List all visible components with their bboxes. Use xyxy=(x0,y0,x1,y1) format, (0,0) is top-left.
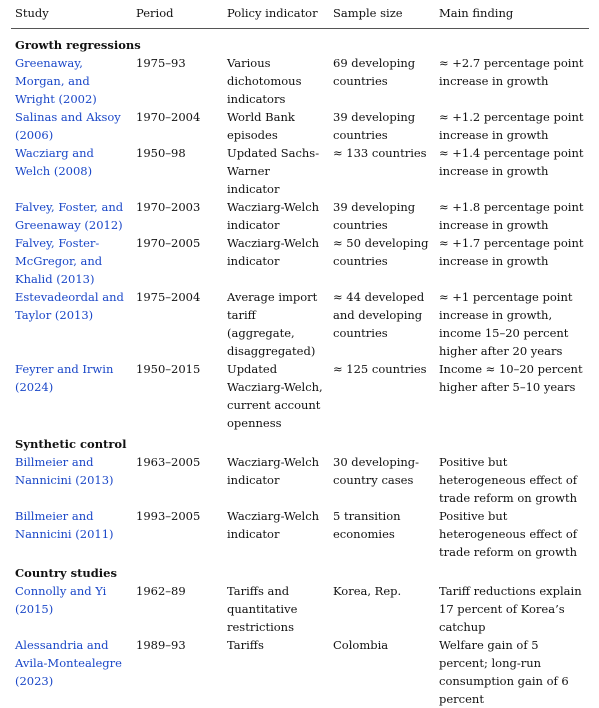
main-finding-cell: Tariff reductions explain 17 percent of Korea’s catchup xyxy=(435,582,589,636)
main-finding-cell: ≈ +1.4 percentage point increase in growth xyxy=(435,144,589,198)
table-row xyxy=(11,360,589,432)
study-cell[interactable]: Falvey, Foster, and Greenaway (2012) xyxy=(11,198,132,234)
main-finding-cell: ≈ +2.7 percentage point increase in growth xyxy=(435,54,589,108)
study-cell[interactable]: Falvey, Foster-McGregor, and Khalid (2013) xyxy=(11,234,132,288)
header-policy-indicator: Policy indicator xyxy=(223,0,329,29)
header-period: Period xyxy=(132,0,223,29)
section-title: Growth regressions xyxy=(11,29,589,55)
main-finding-cell: ≈ +1.8 percentage point increase in growth xyxy=(435,198,589,234)
main-finding-cell: ≈ +1.2 percentage point increase in growth xyxy=(435,108,589,144)
section-title: Synthetic control xyxy=(11,432,589,453)
policy-indicator-cell: Wacziarg-Welch indicator xyxy=(223,234,329,288)
table-row xyxy=(11,54,589,108)
period-cell: 1950–2015 xyxy=(132,360,223,432)
study-cell[interactable]: Estevadeordal and Taylor (2013) xyxy=(11,288,132,360)
table-body xyxy=(11,29,589,708)
study-cell[interactable]: Connolly and Yi (2015) xyxy=(11,582,132,636)
period-cell: 1970–2005 xyxy=(132,234,223,288)
table-row xyxy=(11,507,589,561)
main-finding-cell: ≈ +1.7 percentage point increase in growth xyxy=(435,234,589,288)
policy-indicator-cell: Various dichotomous indicators xyxy=(223,54,329,108)
table-row xyxy=(11,234,589,288)
sample-size-cell: 30 developing-country cases xyxy=(329,453,435,507)
period-cell: 1975–2004 xyxy=(132,288,223,360)
period-cell: 1970–2003 xyxy=(132,198,223,234)
table-row xyxy=(11,453,589,507)
table-row xyxy=(11,288,589,360)
studies-table xyxy=(11,0,589,708)
table-row xyxy=(11,582,589,636)
study-cell[interactable]: Salinas and Aksoy (2006) xyxy=(11,108,132,144)
policy-indicator-cell: Wacziarg-Welch indicator xyxy=(223,453,329,507)
policy-indicator-cell: Average import tariff (aggregate, disaggregated) xyxy=(223,288,329,360)
study-cell[interactable]: Feyrer and Irwin (2024) xyxy=(11,360,132,432)
sample-size-cell: ≈ 44 developed and developing countries xyxy=(329,288,435,360)
table-row xyxy=(11,108,589,144)
header-main-finding: Main finding xyxy=(435,0,589,29)
sample-size-cell: 39 developing countries xyxy=(329,108,435,144)
sample-size-cell: ≈ 50 developing countries xyxy=(329,234,435,288)
main-finding-cell: Income ≈ 10–20 percent higher after 5–10 years xyxy=(435,360,589,432)
sample-size-cell: ≈ 125 countries xyxy=(329,360,435,432)
study-cell[interactable]: Billmeier and Nannicini (2011) xyxy=(11,507,132,561)
header-sample-size: Sample size xyxy=(329,0,435,29)
section-heading-row xyxy=(11,561,589,582)
study-cell[interactable]: Alessandria and Avila-Montealegre (2023) xyxy=(11,636,132,708)
study-cell[interactable]: Wacziarg and Welch (2008) xyxy=(11,144,132,198)
period-cell: 1962–89 xyxy=(132,582,223,636)
period-cell: 1989–93 xyxy=(132,636,223,708)
header-row xyxy=(11,0,589,29)
table-row xyxy=(11,144,589,198)
main-finding-cell: ≈ +1 percentage point increase in growth, income 15–20 percent higher after 20 years xyxy=(435,288,589,360)
policy-indicator-cell: World Bank episodes xyxy=(223,108,329,144)
main-finding-cell: Welfare gain of 5 percent; long-run consumption gain of 6 percent xyxy=(435,636,589,708)
period-cell: 1950–98 xyxy=(132,144,223,198)
sample-size-cell: ≈ 133 countries xyxy=(329,144,435,198)
main-finding-cell: Positive but heterogeneous effect of trade reform on growth xyxy=(435,453,589,507)
sample-size-cell: 69 developing countries xyxy=(329,54,435,108)
policy-indicator-cell: Tariffs and quantitative restrictions xyxy=(223,582,329,636)
study-cell[interactable]: Billmeier and Nannicini (2013) xyxy=(11,453,132,507)
period-cell: 1993–2005 xyxy=(132,507,223,561)
table-row xyxy=(11,198,589,234)
sample-size-cell: Korea, Rep. xyxy=(329,582,435,636)
sample-size-cell: 5 transition economies xyxy=(329,507,435,561)
study-cell[interactable]: Greenaway, Morgan, and Wright (2002) xyxy=(11,54,132,108)
policy-indicator-cell: Wacziarg-Welch indicator xyxy=(223,507,329,561)
policy-indicator-cell: Updated Wacziarg-Welch, current account openness xyxy=(223,360,329,432)
section-heading-row xyxy=(11,29,589,55)
period-cell: 1975–93 xyxy=(132,54,223,108)
policy-indicator-cell: Wacziarg-Welch indicator xyxy=(223,198,329,234)
policy-indicator-cell: Tariffs xyxy=(223,636,329,708)
sample-size-cell: 39 developing countries xyxy=(329,198,435,234)
policy-indicator-cell: Updated Sachs-Warner indicator xyxy=(223,144,329,198)
sample-size-cell: Colombia xyxy=(329,636,435,708)
period-cell: 1963–2005 xyxy=(132,453,223,507)
header-study: Study xyxy=(11,0,132,29)
table-row xyxy=(11,636,589,708)
table-header xyxy=(11,0,589,29)
section-heading-row xyxy=(11,432,589,453)
period-cell: 1970–2004 xyxy=(132,108,223,144)
section-title: Country studies xyxy=(11,561,589,582)
main-finding-cell: Positive but heterogeneous effect of trade reform on growth xyxy=(435,507,589,561)
